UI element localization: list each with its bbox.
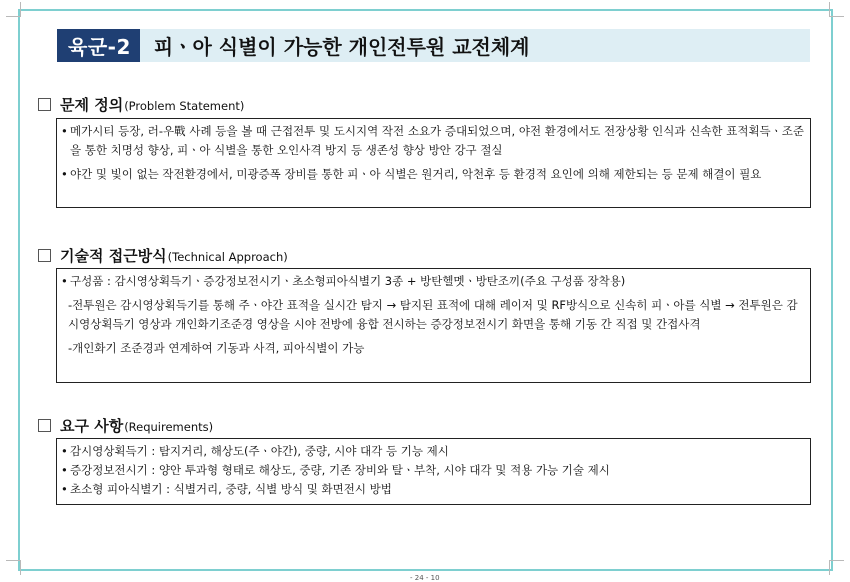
title-tag: 육군-2 [57,29,140,62]
corner-mark-top-left [6,2,21,17]
requirements-bullet-1: • 감시영상획득기 : 탐지거리, 해상도(주ㆍ야간), 중량, 시야 대각 등 기능 제시 [61,442,804,461]
section-title-problem: 문제 정의 [60,96,124,114]
section-title-technical: 기술적 접근방식 [60,247,167,265]
title-bar [57,29,810,62]
section-title-requirements: 요구 사항 [60,417,124,435]
requirements-bullet-3: • 초소형 피아식별기 : 식별거리, 중량, 식별 방식 및 화면전시 방법 [61,480,804,499]
section-subtitle-requirements: (Requirements) [124,420,214,434]
checkbox-icon [38,419,51,432]
section-subtitle-technical: (Technical Approach) [167,250,288,264]
page-title: 피ㆍ아 식별이 가능한 개인전투원 교전체계 [153,35,530,59]
page-number: - 24 - 10 [410,574,440,582]
section-head-technical [38,245,288,266]
section-head-problem [38,94,244,115]
checkbox-icon [38,249,51,262]
technical-dash-1: -전투원은 감시영상획득기를 통해 주ㆍ야간 표적을 실시간 탐지 → 탐지된 표적에 대해 레이저 및 RF방식으로 신속히 피ㆍ아를 식별 → 전투원은 감시영상획득기 영상과 개인화기조준경 영상을 시야 전방에 융합 전시하는 증강정보전시기 화면을 통해 기동 간 직접 및 간접사격 [68,298,798,331]
corner-mark-bottom-right [829,560,844,575]
requirements-bullet-2: • 증강정보전시기 : 양안 투과형 형태로 해상도, 중량, 기존 장비와 탈ㆍ부착, 시야 대각 및 적용 가능 기술 제시 [61,461,804,480]
problem-box [56,118,811,208]
requirements-box [56,438,811,505]
section-head-requirements [38,415,213,436]
checkbox-icon [38,98,51,111]
section-subtitle-problem: (Problem Statement) [124,99,245,113]
technical-bullet: • 구성품 : 감시영상획득기ㆍ증강정보전시기ㆍ초소형피아식별기 3종 + 방탄헬멧ㆍ방탄조끼(주요 구성품 장착용) [61,272,804,291]
technical-dash-2: -개인화기 조준경과 연계하여 기동과 사격, 피아식별이 가능 [68,341,365,355]
technical-box [56,268,811,383]
corner-mark-top-right [829,2,844,17]
problem-bullet-2: • 야간 및 빛이 없는 작전환경에서, 미광증폭 장비를 통한 피ㆍ아 식별은 원거리, 악천후 등 환경적 요인에 의해 제한되는 등 문제 해결이 필요 [61,165,804,184]
problem-bullet-1: • 메가시티 등장, 러-우戰 사례 등을 볼 때 근접전투 및 도시지역 작전 소요가 증대되었으며, 야전 환경에서도 전장상황 인식과 신속한 표적획득ㆍ조준을 통한 치명성 향상, 피ㆍ아 식별을 통한 오인사격 방지 등 생존성 향상 방안 강구 절실 [61,122,804,160]
corner-mark-bottom-left [6,560,21,575]
